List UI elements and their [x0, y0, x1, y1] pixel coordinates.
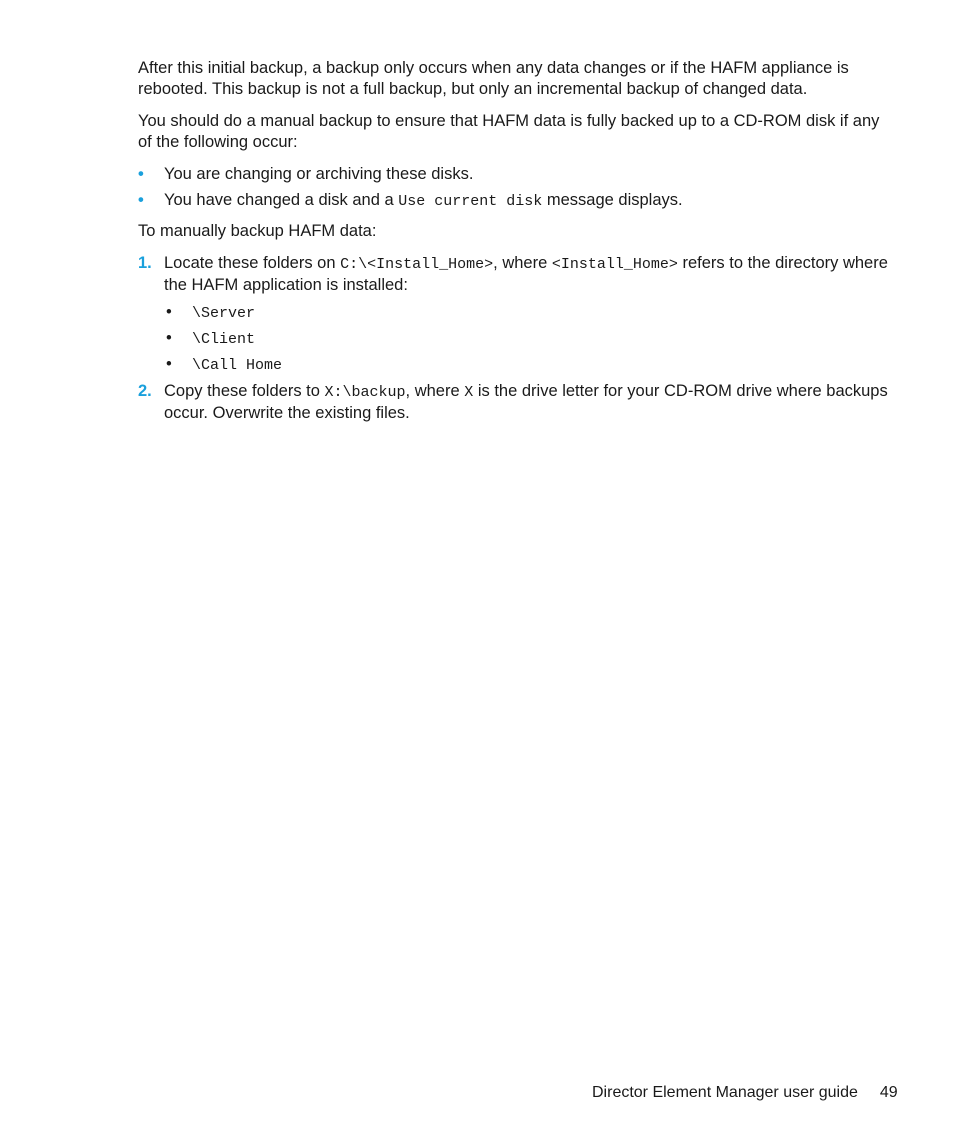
bullet-marker: •: [138, 165, 144, 183]
step-1: [138, 253, 890, 375]
sub-bullet-marker: •: [166, 329, 172, 347]
inline-code-drive-letter: X: [464, 384, 474, 401]
folder-name: \Call Home: [192, 357, 283, 374]
inline-code-message: Use current disk: [398, 193, 543, 210]
step-text-post: is the drive letter for your CD-ROM drive where backups occur. Overwrite the existing files.: [164, 382, 888, 422]
condition-bullet-list: [138, 164, 890, 212]
inline-code-install-home: <Install_Home>: [551, 256, 678, 273]
step-text-post: refers to the directory where the HAFM application is installed:: [164, 254, 888, 294]
sub-bullet-marker: •: [166, 355, 172, 373]
step-2: [138, 381, 890, 424]
step-text-mid: , where: [405, 382, 465, 400]
folder-item: [164, 354, 890, 375]
bullet-text-pre: You have changed a disk and a: [164, 191, 399, 209]
folder-name: \Server: [192, 305, 256, 322]
inline-code-backup-path: X:\backup: [324, 384, 406, 401]
bullet-text: You are changing or archiving these disks.: [164, 165, 474, 183]
bullet-marker: •: [138, 191, 144, 209]
procedure-steps: [138, 253, 890, 424]
sub-bullet-marker: •: [166, 303, 172, 321]
intro-paragraph-2: You should do a manual backup to ensure that HAFM data is fully backed up to a CD-ROM disk if any of the following occur:: [138, 112, 880, 151]
folder-name: \Client: [192, 331, 256, 348]
step-text-pre: Copy these folders to: [164, 382, 325, 400]
page-body: [138, 58, 890, 430]
step-number: 1.: [138, 254, 152, 272]
bullet-item-2: [138, 190, 890, 212]
inline-code-path: C:\<Install_Home>: [340, 256, 494, 273]
bullet-text-post: message displays.: [542, 191, 683, 209]
step-text-mid: , where: [493, 254, 552, 272]
bullet-item-1: [138, 164, 890, 185]
folder-item: [164, 328, 890, 349]
intro-paragraph-1: After this initial backup, a backup only occurs when any data changes or if the HAFM appliance is rebooted. This backup is not a full backup, but only an incremental backup of changed data.: [138, 59, 849, 98]
folder-item: [164, 302, 890, 323]
step-text-pre: Locate these folders on: [164, 254, 341, 272]
page-footer: [592, 1082, 898, 1103]
footer-title: Director Element Manager user guide: [592, 1084, 858, 1101]
page-number: 49: [879, 1084, 898, 1101]
procedure-intro: To manually backup HAFM data:: [138, 222, 377, 240]
folder-list: [164, 302, 890, 375]
step-number: 2.: [138, 382, 152, 400]
